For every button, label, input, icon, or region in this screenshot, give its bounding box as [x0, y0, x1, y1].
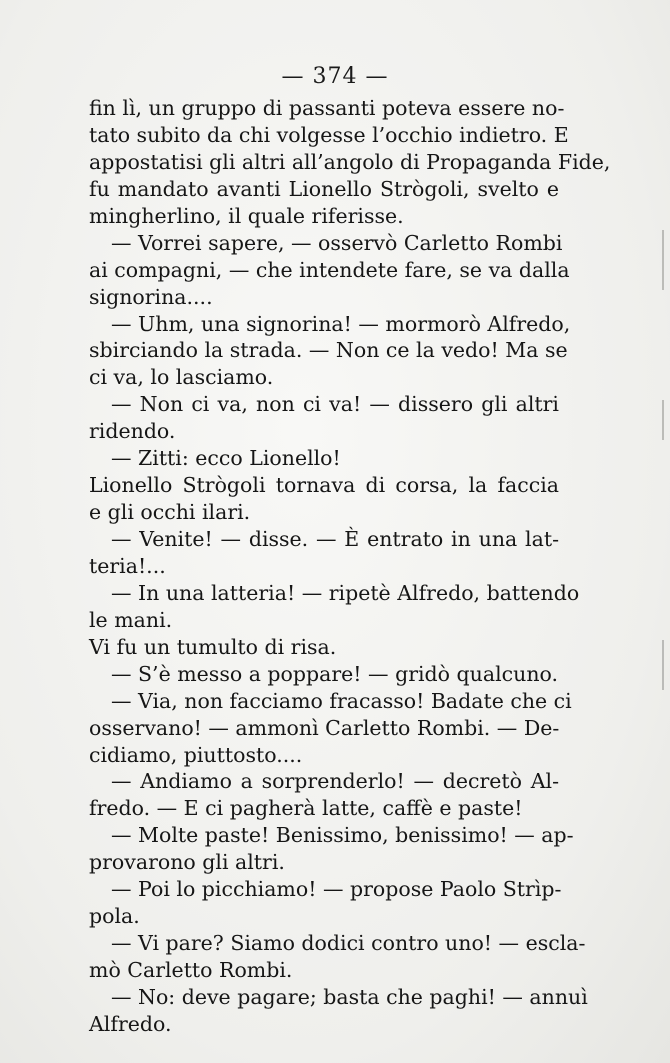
text-line: e gli occhi ilari. — [89, 500, 251, 525]
text-line: Vi fu un tumulto di risa. — [89, 634, 337, 659]
text-line: ai compagni, — che intendete fare, se va dalla — [89, 257, 570, 282]
text-line: Alfredo. — [89, 1011, 172, 1036]
text-line: ridendo. — [89, 419, 176, 444]
text-line: teria!... — [89, 553, 166, 578]
text-line: Lionello Strògoli tornava di corsa, la faccia — [89, 473, 559, 498]
text-line: sbirciando la strada. — Non ce la vedo! Ma se — [89, 338, 568, 363]
text-line: le mani. — [89, 607, 173, 632]
text-line: — In una latteria! — ripetè Alfredo, battendo — [111, 580, 580, 605]
page-edge-shadow — [662, 400, 664, 440]
text-line: mò Carletto Rombi. — [89, 958, 293, 982]
text-line: — Zitti: ecco Lionello! — [111, 446, 341, 471]
text-line: ci va, lo lasciamo. — [89, 365, 274, 390]
text-line: — Andiamo a sorprenderlo! — decretò Al- — [111, 769, 559, 794]
text-line: — Vorrei sapere, — osservò Carletto Rombi — [111, 230, 563, 255]
text-line: provarono gli altri. — [89, 850, 285, 875]
text-line: tato subito da chi volgesse l’occhio indietro. E — [89, 122, 569, 147]
text-line: — S’è messo a poppare! — gridò qualcuno. — [111, 661, 559, 686]
text-line: cidiamo, piuttosto.... — [89, 742, 303, 767]
text-line: osservano! — ammonì Carletto Rombi. — De- — [89, 715, 560, 740]
page-body-text — [89, 95, 611, 1038]
text-line: — Molte paste! Benissimo, benissimo! — ap- — [111, 823, 574, 848]
page-number: — 374 — — [281, 64, 389, 89]
page-edge-shadow — [662, 230, 664, 290]
text-line: fredo. — E ci pagherà latte, caffè e paste! — [89, 796, 523, 821]
text-line: pola. — [89, 904, 140, 929]
text-line: — Non ci va, non ci va! — dissero gli altri — [111, 392, 559, 417]
text-line: — Uhm, una signorina! — mormorò Alfredo, — [111, 311, 571, 336]
text-line: — Vi pare? Siamo dodici contro uno! — escla- — [111, 931, 586, 956]
text-line: signorina.... — [89, 284, 213, 309]
text-line: appostatisi gli altri all’angolo di Propaganda Fide, — [89, 149, 611, 174]
text-line: — Venite! — disse. — È entrato in una lat- — [111, 527, 559, 551]
text-line: — No: deve pagare; basta che paghi! — annuì — [111, 984, 588, 1009]
text-line: fin lì, un gruppo di passanti poteva essere no- — [89, 96, 565, 120]
text-line: — Via, non facciamo fracasso! Badate che ci — [111, 688, 572, 713]
text-line: fu mandato avanti Lionello Strògoli, svelto e — [89, 176, 559, 201]
text-line: — Poi lo picchiamo! — propose Paolo Strìp- — [111, 877, 562, 902]
page-edge-shadow — [662, 640, 664, 690]
text-line: mingherlino, il quale riferisse. — [89, 203, 404, 228]
